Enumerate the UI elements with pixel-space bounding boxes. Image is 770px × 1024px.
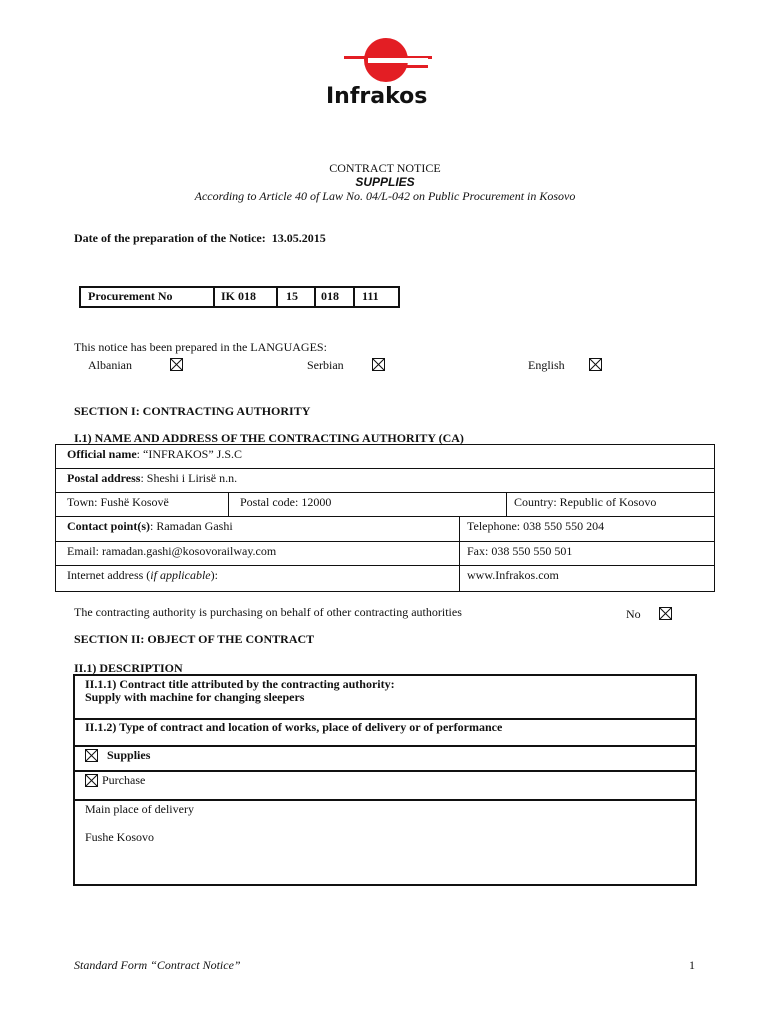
language-serbian: Serbian — [307, 358, 344, 372]
prep-date-row — [74, 231, 326, 246]
object-description-table — [73, 674, 697, 886]
contact-point-row — [67, 519, 233, 534]
checked-box-icon — [85, 774, 98, 787]
postal-address-row — [67, 471, 237, 486]
behalf-answer: No — [626, 607, 641, 621]
delivery-label: Main place of delivery — [85, 802, 194, 816]
albanian-checkbox[interactable] — [170, 358, 183, 371]
languages-intro: This notice has been prepared in the LANGUAGES: — [74, 340, 327, 354]
logo-mark-icon — [338, 36, 432, 88]
telephone: Telephone: 038 550 550 204 — [467, 519, 605, 533]
procurement-part: 111 — [362, 289, 379, 303]
checked-box-icon — [659, 607, 672, 620]
serbian-checkbox[interactable] — [372, 358, 385, 371]
supplies-checkbox[interactable] — [85, 749, 98, 762]
language-english: English — [528, 358, 565, 372]
checked-box-icon — [589, 358, 602, 371]
procurement-part: 15 — [286, 289, 298, 303]
internet-address-label — [67, 568, 218, 583]
footer-form-name: Standard Form “Contract Notice” — [74, 958, 241, 972]
country: Country: Republic of Kosovo — [514, 495, 657, 509]
contact-point-label: Contact point(s) — [67, 519, 150, 533]
internet-label-end: ): — [210, 568, 218, 582]
internet-label-text: Internet address ( — [67, 568, 151, 582]
delivery-value: Fushe Kosovo — [85, 830, 155, 844]
checked-box-icon — [170, 358, 183, 371]
checked-box-icon — [372, 358, 385, 371]
purchase-checkbox[interactable] — [85, 774, 98, 787]
logo-wordmark: Infrakos — [326, 84, 428, 109]
prep-date-value: 13.05.2015 — [271, 231, 326, 245]
official-name-row — [67, 447, 242, 462]
legal-basis: According to Article 40 of Law No. 04/L-042 on Public Procurement in Kosovo — [194, 189, 576, 203]
section1-subtitle: I.1) NAME AND ADDRESS OF THE CONTRACTING AUTHORITY (CA) — [74, 431, 464, 445]
contact-point-value: : Ramadan Gashi — [150, 519, 233, 533]
language-albanian: Albanian — [88, 358, 132, 372]
section2-subtitle: II.1) DESCRIPTION — [74, 661, 183, 675]
contract-type-label: II.1.2) Type of contract and location of works, place of delivery or of performance — [85, 720, 503, 734]
checked-box-icon — [85, 749, 98, 762]
behalf-no-checkbox[interactable] — [659, 607, 672, 620]
behalf-text: The contracting authority is purchasing on behalf of other contracting authorities — [74, 605, 462, 619]
infrakos-logo — [338, 36, 432, 88]
section1-title: SECTION I: CONTRACTING AUTHORITY — [74, 404, 311, 418]
postal-address-value: : Sheshi i Lirisë n.n. — [140, 471, 238, 485]
prep-date-label: Date of the preparation of the Notice: — [74, 231, 266, 245]
email: Email: ramadan.gashi@kosovorailway.com — [67, 544, 277, 558]
supplies-label: Supplies — [107, 748, 151, 762]
website-link[interactable]: www.Infrakos.com — [467, 568, 559, 582]
notice-title: CONTRACT NOTICE — [329, 161, 441, 175]
internet-label-italic: if applicable — [150, 568, 211, 582]
official-name-value: : “INFRAKOS” J.S.C — [136, 447, 243, 461]
town: Town: Fushë Kosovë — [67, 495, 169, 509]
procurement-no-label: Procurement No — [88, 289, 173, 303]
procurement-part: 018 — [321, 289, 339, 303]
page-number: 1 — [689, 958, 695, 972]
section2-title: SECTION II: OBJECT OF THE CONTRACT — [74, 632, 315, 646]
postal-code: Postal code: 12000 — [240, 495, 332, 509]
official-name-label: Official name — [67, 447, 137, 461]
purchase-label: Purchase — [102, 773, 146, 787]
fax: Fax: 038 550 550 501 — [467, 544, 573, 558]
contract-title-label: II.1.1) Contract title attributed by the contracting authority: — [85, 677, 395, 691]
english-checkbox[interactable] — [589, 358, 602, 371]
postal-address-label: Postal address — [67, 471, 141, 485]
contract-title-value: Supply with machine for changing sleepers — [85, 690, 305, 704]
notice-subtitle: SUPPLIES — [355, 175, 415, 189]
procurement-part: IK 018 — [221, 289, 257, 303]
